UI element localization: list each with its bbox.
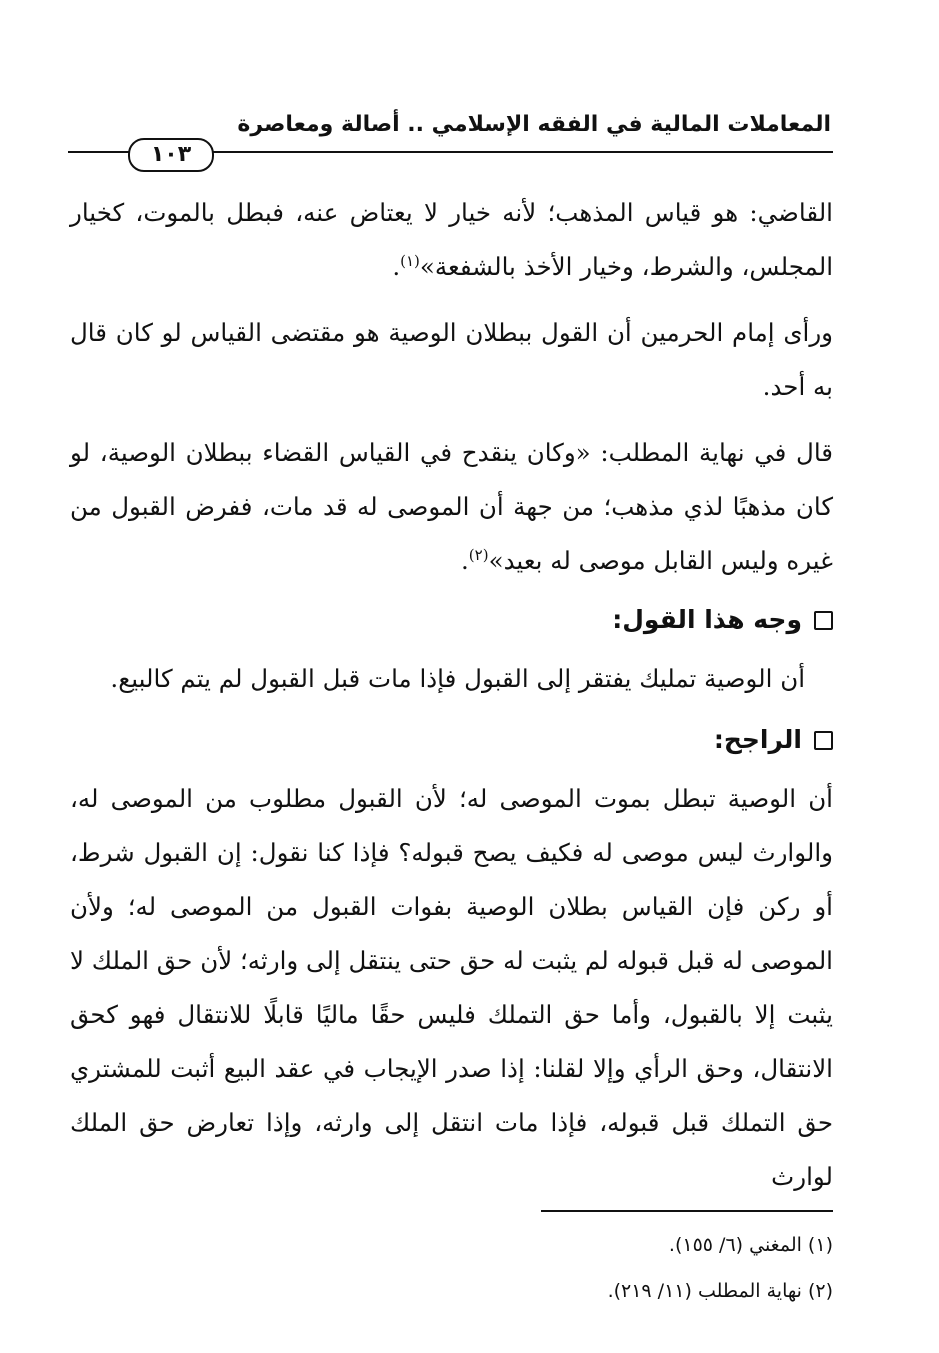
paragraph-3 [70, 426, 833, 588]
paragraph-3-text: قال في نهاية المطلب: «وكان ينقدح في القياس القضاء ببطلان الوصية، لو كان مذهبًا لذي مذهب؛ من جهة أن الموصى له قد مات، ففرض القبول من غيره وليس القابل موصى له بعيد» [70, 438, 833, 575]
paragraph-1-end: . [392, 252, 401, 281]
main-text [70, 186, 833, 1204]
paragraph-5: أن الوصية تبطل بموت الموصى له؛ لأن القبول مطلوب من الموصى له، والوارث ليس موصى له فكيف يصح قبوله؟ فإذا كنا نقول: إن القبول شرط، أو ركن فإن القياس بطلان الوصية بفوات القبول من الموصى له؛ ولأن الموصى له قبل قبوله لم يثبت له حق حتى ينتقل إلى وارثه؛ لأن حق الملك لا يثبت إلا بالقبول، وأما حق التملك فليس حقًا ماليًا قابلًا للانتقال فهو كحق الانتقال، وحق الرأي وإلا لقلنا: إذا صدر الإيجاب في عقد البيع أثبت للمشتري حق التملك قبل قبوله، فإذا مات انتقل إلى وارثه، وإذا تعارض حق الملك لوارث [70, 784, 833, 1191]
footnote-ref-2: (٢) [468, 545, 489, 564]
paragraph-3-end: . [461, 546, 469, 575]
footnotes [300, 1222, 833, 1314]
paragraph-1 [70, 186, 833, 294]
heading-preferred-text: الراجح: [713, 725, 802, 754]
running-header: المعاملات المالية في الفقه الإسلامي .. أصالة ومعاصرة [237, 112, 831, 137]
footnote-1: (١) المغني (٦/ ١٥٥). [668, 1234, 833, 1256]
page-number: ١٠٣ [128, 138, 214, 172]
heading-opinion-basis [70, 592, 833, 648]
square-bullet-icon [814, 611, 833, 630]
footnote-ref-1: (١) [400, 251, 420, 270]
paragraph-2: ورأى إمام الحرمين أن القول ببطلان الوصية هو مقتضى القياس لو كان قال به أحد. [70, 318, 833, 401]
paragraph-4: أن الوصية تمليك يفتقر إلى القبول فإذا مات قبل القبول لم يتم كالبيع. [110, 664, 805, 693]
footnote-2: (٢) نهاية المطلب (١١/ ٢١٩). [607, 1280, 833, 1302]
paragraph-1-text: القاضي: هو قياس المذهب؛ لأنه خيار لا يعتاض عنه، فبطل بالموت، كخيار المجلس، والشرط، وخيار الأخذ بالشفعة» [70, 198, 833, 281]
footnote-rule [541, 1210, 833, 1212]
square-bullet-icon [814, 731, 833, 750]
heading-preferred [70, 712, 833, 768]
heading-opinion-basis-text: وجه هذا القول: [612, 605, 802, 634]
